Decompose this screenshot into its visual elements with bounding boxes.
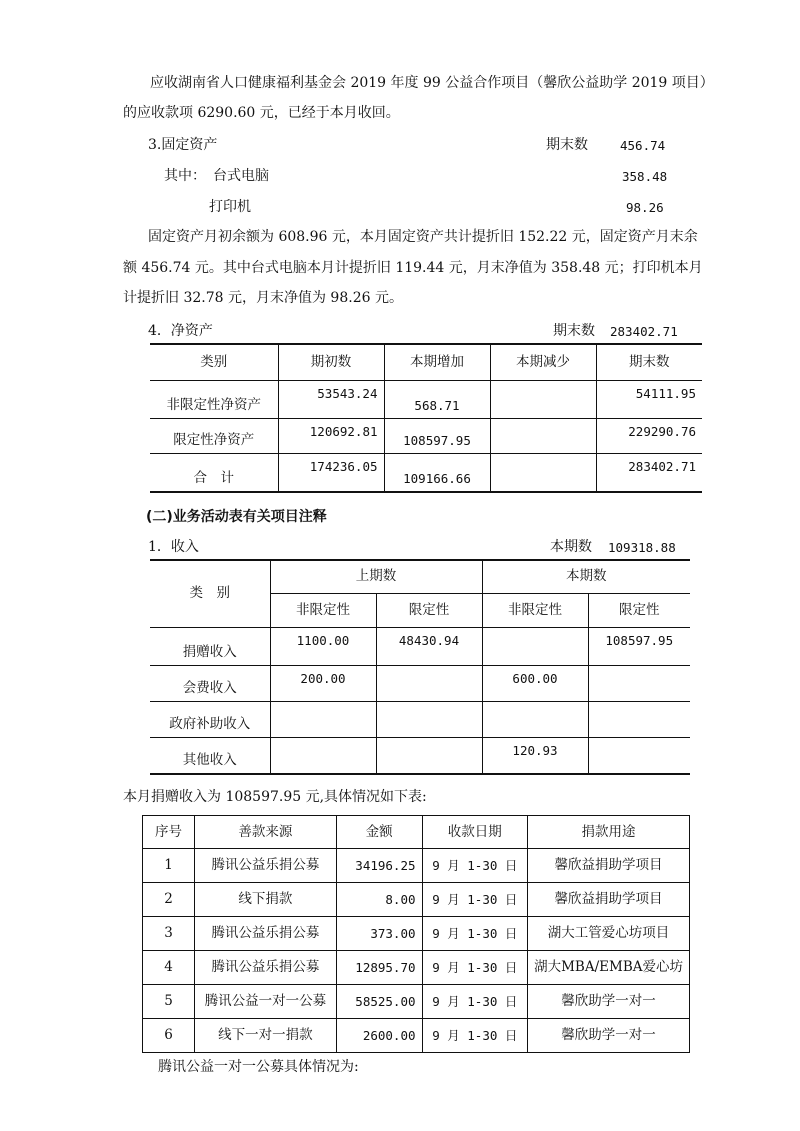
donation-row-amount: 34196.25 <box>336 849 422 883</box>
receivable-line-2: 的应收款项 6290.60 元，已经于本月收回。 <box>123 105 400 121</box>
fixed-assets-para-2: 额 456.74 元。其中台式电脑本月计提折旧 119.44 元，月末净值为 358.48 元；打印机本月 <box>123 260 703 276</box>
net-assets-end-value: 283402.71 <box>610 324 678 339</box>
income-row-prev-unrestricted <box>270 737 376 774</box>
net-row-category: 限定性净资产 <box>150 418 278 453</box>
income-header-category: 类 别 <box>150 560 270 627</box>
net-row-decrease <box>490 418 596 453</box>
net-row-decrease <box>490 453 596 492</box>
income-heading: 1．收入 <box>148 539 199 555</box>
income-row-curr-unrestricted: 600.00 <box>482 665 588 701</box>
net-row-opening: 120692.81 <box>278 418 384 453</box>
receivable-line-1: 应收湖南省人口健康福利基金会 2019 年度 99 公益合作项目（馨欣公益助学 2019 项目） <box>150 75 714 91</box>
table-row <box>143 917 690 951</box>
donation-row-amount: 12895.70 <box>336 951 422 985</box>
printer-value: 98.26 <box>626 200 664 215</box>
income-table <box>150 559 690 775</box>
net-row-opening: 53543.24 <box>278 380 384 418</box>
donation-row-date: 9 月 1-30 日 <box>422 985 528 1019</box>
donation-row-amount: 2600.00 <box>336 1019 422 1053</box>
activity-notes-heading: (二)业务活动表有关项目注释 <box>146 509 327 525</box>
fixed-assets-sub-label: 其中： <box>164 168 206 184</box>
income-current-value: 109318.88 <box>608 540 676 555</box>
fixed-assets-para-3: 计提折旧 32.78 元，月末净值为 98.26 元。 <box>123 290 403 306</box>
donation-row-source: 腾讯公益乐捐公募 <box>195 849 337 883</box>
table-row <box>143 883 690 917</box>
donation-header-source: 善款来源 <box>195 816 337 849</box>
net-row-decrease <box>490 380 596 418</box>
net-row-increase: 568.71 <box>384 380 490 418</box>
donation-row-date: 9 月 1-30 日 <box>422 951 528 985</box>
income-header-prev-restricted: 限定性 <box>376 593 482 627</box>
income-row-prev-unrestricted: 1100.00 <box>270 627 376 665</box>
net-assets-table <box>150 343 702 493</box>
net-assets-header-row <box>150 344 702 380</box>
net-header-closing: 期末数 <box>596 344 702 380</box>
net-row-category: 合 计 <box>150 453 278 492</box>
net-header-decrease: 本期减少 <box>490 344 596 380</box>
donation-header-row <box>143 816 690 849</box>
donation-row-no: 2 <box>143 883 195 917</box>
table-row <box>150 665 690 701</box>
table-row <box>143 951 690 985</box>
net-header-opening: 期初数 <box>278 344 384 380</box>
donation-row-date: 9 月 1-30 日 <box>422 883 528 917</box>
income-row-curr-unrestricted <box>482 701 588 737</box>
income-row-curr-unrestricted <box>482 627 588 665</box>
income-current-label: 本期数 <box>550 539 592 555</box>
donation-row-date: 9 月 1-30 日 <box>422 849 528 883</box>
donation-row-source: 腾讯公益一对一公募 <box>195 985 337 1019</box>
table-row <box>150 737 690 774</box>
net-row-opening: 174236.05 <box>278 453 384 492</box>
income-row-prev-unrestricted: 200.00 <box>270 665 376 701</box>
donation-row-no: 3 <box>143 917 195 951</box>
income-header-curr: 本期数 <box>482 560 690 593</box>
donation-row-amount: 58525.00 <box>336 985 422 1019</box>
printer-label: 打印机 <box>209 199 251 215</box>
donation-row-date: 9 月 1-30 日 <box>422 917 528 951</box>
donation-header-purpose: 捐款用途 <box>528 816 690 849</box>
donation-row-purpose: 馨欣助学一对一 <box>528 985 690 1019</box>
table-row <box>143 1019 690 1053</box>
net-header-category: 类别 <box>150 344 278 380</box>
table-row <box>143 849 690 883</box>
desktop-label: 台式电脑 <box>213 168 269 184</box>
income-row-prev-restricted <box>376 665 482 701</box>
net-assets-heading: 4．净资产 <box>148 323 213 339</box>
donation-row-purpose: 馨欣助学一对一 <box>528 1019 690 1053</box>
donation-row-no: 6 <box>143 1019 195 1053</box>
income-row-category: 政府补助收入 <box>150 701 270 737</box>
income-row-category: 会费收入 <box>150 665 270 701</box>
donation-header-no: 序号 <box>143 816 195 849</box>
income-header-curr-restricted: 限定性 <box>588 593 690 627</box>
donation-header-date: 收款日期 <box>422 816 528 849</box>
table-row <box>150 380 702 418</box>
net-row-closing: 283402.71 <box>596 453 702 492</box>
fixed-assets-end-label: 期末数 <box>546 137 588 153</box>
income-row-curr-restricted <box>588 701 690 737</box>
fixed-assets-heading: 3.固定资产 <box>148 137 218 153</box>
net-row-increase: 108597.95 <box>384 418 490 453</box>
table-row <box>150 418 702 453</box>
donation-row-no: 1 <box>143 849 195 883</box>
income-row-prev-unrestricted <box>270 701 376 737</box>
income-row-curr-restricted <box>588 665 690 701</box>
net-header-increase: 本期增加 <box>384 344 490 380</box>
table-row <box>150 453 702 492</box>
donation-table <box>142 815 690 1053</box>
income-row-prev-restricted <box>376 701 482 737</box>
fixed-assets-end-value: 456.74 <box>620 138 666 153</box>
donation-row-source: 线下捐款 <box>195 883 337 917</box>
income-header-row-1 <box>150 560 690 593</box>
income-row-prev-restricted <box>376 737 482 774</box>
income-row-category: 捐赠收入 <box>150 627 270 665</box>
donation-row-amount: 373.00 <box>336 917 422 951</box>
table-row <box>143 985 690 1019</box>
net-row-increase: 109166.66 <box>384 453 490 492</box>
table-row <box>150 701 690 737</box>
donation-row-no: 5 <box>143 985 195 1019</box>
table-row <box>150 627 690 665</box>
income-header-curr-unrestricted: 非限定性 <box>482 593 588 627</box>
donation-row-source: 腾讯公益乐捐公募 <box>195 951 337 985</box>
income-row-category: 其他收入 <box>150 737 270 774</box>
donation-row-purpose: 馨欣益捐助学项目 <box>528 883 690 917</box>
donation-header-amount: 金额 <box>336 816 422 849</box>
donation-row-source: 线下一对一捐款 <box>195 1019 337 1053</box>
donation-row-purpose: 湖大MBA/EMBA爱心坊 <box>528 951 690 985</box>
income-row-curr-restricted: 108597.95 <box>588 627 690 665</box>
income-row-prev-restricted: 48430.94 <box>376 627 482 665</box>
donation-row-no: 4 <box>143 951 195 985</box>
income-row-curr-restricted <box>588 737 690 774</box>
donation-intro: 本月捐赠收入为 108597.95 元,具体情况如下表: <box>123 789 427 805</box>
income-header-prev: 上期数 <box>270 560 482 593</box>
net-row-closing: 229290.76 <box>596 418 702 453</box>
net-assets-end-label: 期末数 <box>553 323 595 339</box>
net-row-category: 非限定性净资产 <box>150 380 278 418</box>
income-header-prev-unrestricted: 非限定性 <box>270 593 376 627</box>
donation-row-purpose: 馨欣益捐助学项目 <box>528 849 690 883</box>
donation-row-source: 腾讯公益乐捐公募 <box>195 917 337 951</box>
donation-row-amount: 8.00 <box>336 883 422 917</box>
donation-row-date: 9 月 1-30 日 <box>422 1019 528 1053</box>
desktop-value: 358.48 <box>622 169 668 184</box>
donation-row-purpose: 湖大工管爱心坊项目 <box>528 917 690 951</box>
income-row-curr-unrestricted: 120.93 <box>482 737 588 774</box>
net-row-closing: 54111.95 <box>596 380 702 418</box>
fixed-assets-para-1: 固定资产月初余额为 608.96 元，本月固定资产共计提折旧 152.22 元，固定资产月末余 <box>148 229 698 245</box>
donation-footer: 腾讯公益一对一公募具体情况为: <box>158 1059 359 1075</box>
